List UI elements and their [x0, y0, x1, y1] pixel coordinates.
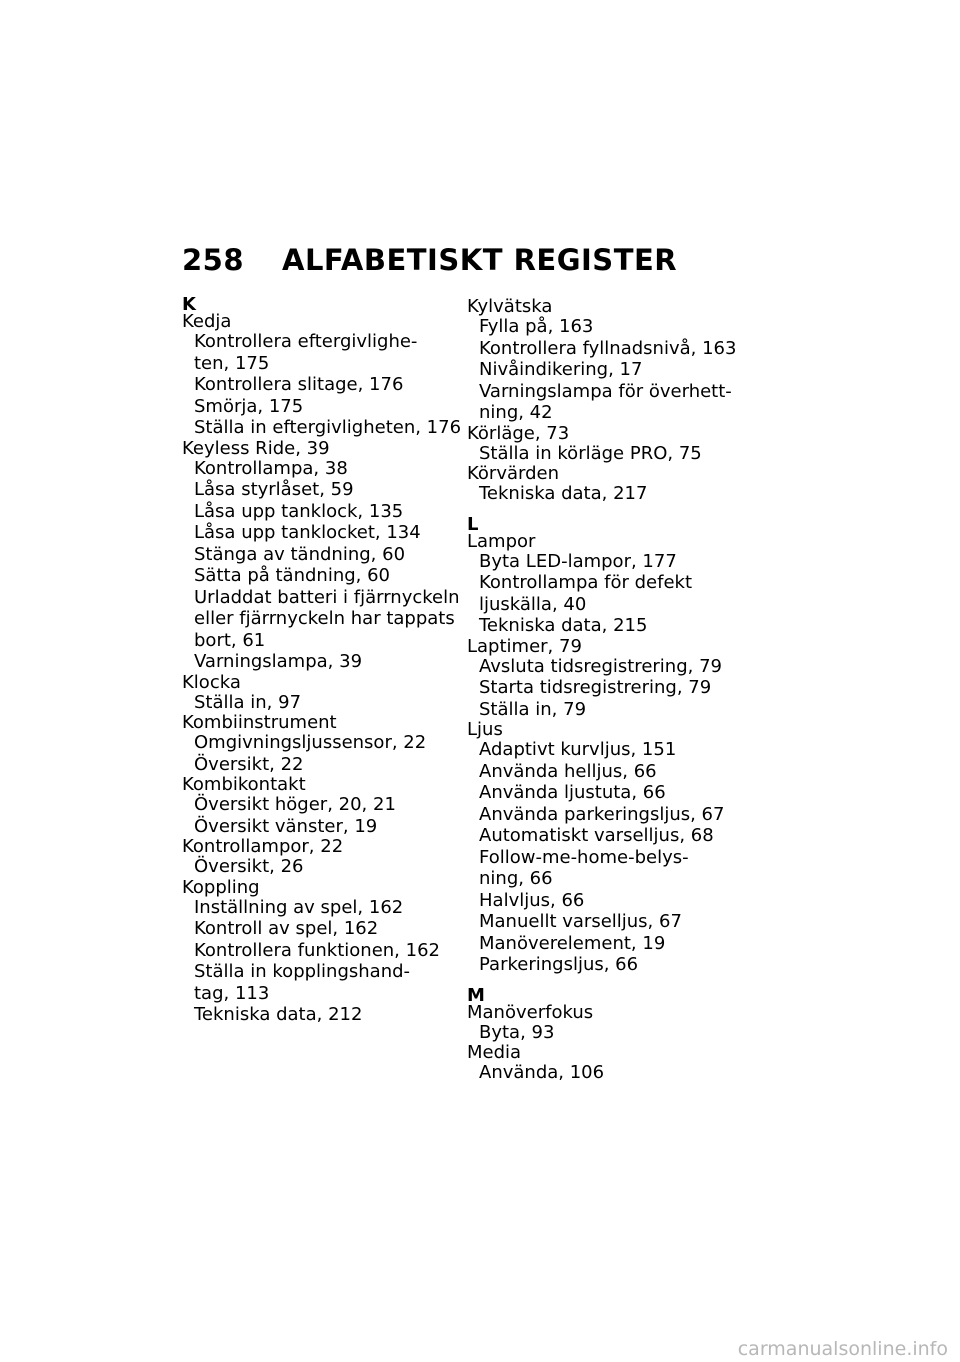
- index-term: Manöverfokus: [467, 1001, 594, 1023]
- index-subentry: Använda helljus, 66: [479, 760, 657, 782]
- index-subentry: Översikt vänster, 19: [194, 815, 378, 837]
- index-subentry: Använda, 106: [479, 1062, 605, 1083]
- index-term: Kedja: [182, 311, 232, 332]
- index-subentry: Ställa in, 97: [194, 691, 302, 713]
- index-subentry: Använda parkeringsljus, 67: [479, 803, 725, 825]
- watermark-text: carmanualsonline.info: [737, 1338, 948, 1360]
- index-subentry: Nivåindikering, 17: [479, 359, 643, 380]
- index-term: Lampor: [467, 530, 536, 552]
- index-subentry: Kontrollera slitage, 176: [194, 374, 404, 395]
- index-subentry-continued: ning, 42: [479, 402, 553, 423]
- index-subentry: Översikt höger, 20, 21: [194, 794, 396, 815]
- index-subentry: Byta LED-lampor, 177: [479, 550, 677, 572]
- index-term: Koppling: [182, 876, 260, 898]
- index-subentry: Follow-me-home-belys-: [479, 846, 689, 868]
- index-subentry: Kontrollampa, 38: [194, 457, 348, 479]
- index-subentry-continued: ljuskälla, 40: [479, 593, 587, 615]
- index-subentry: Varningslampa, 39: [194, 651, 363, 672]
- index-subentry: Ställa in kopplingshand-: [194, 961, 411, 982]
- index-subentry: Fylla på, 163: [479, 316, 594, 337]
- index-column-left: [182, 294, 472, 1026]
- index-subentry: Ställa in, 79: [479, 698, 587, 720]
- page-header: [182, 243, 677, 277]
- index-term: Kombiinstrument: [182, 712, 337, 733]
- index-term: Körvärden: [467, 463, 559, 484]
- index-subentry: Kontrollera fyllnadsnivå, 163: [479, 337, 737, 359]
- index-subentry: Kontrollera eftergivlighe-: [194, 331, 418, 352]
- index-term: Laptimer, 79: [467, 635, 582, 657]
- section-letter-k: K: [182, 294, 196, 315]
- index-subentry: Byta, 93: [479, 1021, 555, 1043]
- index-subentry: Halvljus, 66: [479, 889, 585, 911]
- index-subentry-continued: ning, 66: [479, 868, 553, 889]
- index-subentry: Tekniska data, 215: [479, 615, 648, 636]
- index-subentry: Låsa styrlåset, 59: [194, 479, 354, 500]
- index-subentry-continued: tag, 113: [194, 982, 270, 1004]
- page-title: ALFABETISKT REGISTER: [282, 243, 678, 277]
- index-subentry: Varningslampa för överhett-: [479, 380, 732, 402]
- index-subentry: Avsluta tidsregistrering, 79: [479, 655, 722, 677]
- index-subentry: Urladdat batteri i fjärrnyckeln: [194, 586, 460, 608]
- index-subentry: Ställa in eftergivligheten, 176: [194, 417, 462, 438]
- index-subentry-continued: eller fjärrnyckeln har tappats: [194, 608, 455, 629]
- index-subentry: Starta tidsregistrering, 79: [479, 677, 712, 698]
- index-subentry: Adaptivt kurvljus, 151: [479, 739, 677, 760]
- index-column-right: [467, 297, 757, 1084]
- index-subentry: Automatiskt varselljus, 68: [479, 825, 714, 846]
- index-term: Ljus: [467, 719, 503, 740]
- index-subentry: Översikt, 22: [194, 753, 304, 775]
- index-subentry: Manuellt varselljus, 67: [479, 911, 682, 932]
- index-subentry: Kontrollampa för defekt: [479, 572, 693, 593]
- index-subentry: Manöverelement, 19: [479, 932, 666, 954]
- index-term: Media: [467, 1042, 522, 1063]
- section-gap: [467, 976, 757, 988]
- index-subentry: Parkeringsljus, 66: [479, 954, 639, 975]
- index-subentry-continued: bort, 61: [194, 629, 266, 651]
- page-number: 258: [182, 243, 245, 277]
- index-subentry: Inställning av spel, 162: [194, 896, 404, 918]
- index-term: Kombikontakt: [182, 774, 306, 795]
- index-subentry: Översikt, 26: [194, 856, 304, 877]
- index-subentry: Sätta på tändning, 60: [194, 565, 391, 586]
- index-subentry: Använda ljustuta, 66: [479, 782, 666, 803]
- index-subentry: Ställa in körläge PRO, 75: [479, 442, 702, 464]
- index-subentry: Låsa upp tanklocket, 134: [194, 522, 421, 543]
- index-term: Keyless Ride, 39: [182, 437, 330, 459]
- index-subentry: Smörja, 175: [194, 395, 304, 417]
- index-term: Kontrollampor, 22: [182, 836, 344, 857]
- index-subentry: Kontroll av spel, 162: [194, 918, 379, 939]
- section-letter-l: L: [467, 513, 479, 535]
- index-subentry: Stänga av tändning, 60: [194, 543, 406, 565]
- index-subentry: Tekniska data, 212: [194, 1004, 363, 1025]
- index-term: Kylvätska: [467, 296, 553, 317]
- index-term: Klocka: [182, 671, 241, 693]
- index-subentry-continued: ten, 175: [194, 352, 270, 374]
- index-subentry: Låsa upp tanklock, 135: [194, 500, 404, 522]
- index-subentry: Tekniska data, 217: [479, 483, 648, 504]
- index-subentry: Kontrollera funktionen, 162: [194, 939, 440, 961]
- index-term: Körläge, 73: [467, 422, 570, 444]
- index-subentry: Omgivningsljussensor, 22: [194, 732, 427, 753]
- section-letter-m: M: [467, 984, 485, 1006]
- section-gap: [467, 505, 757, 517]
